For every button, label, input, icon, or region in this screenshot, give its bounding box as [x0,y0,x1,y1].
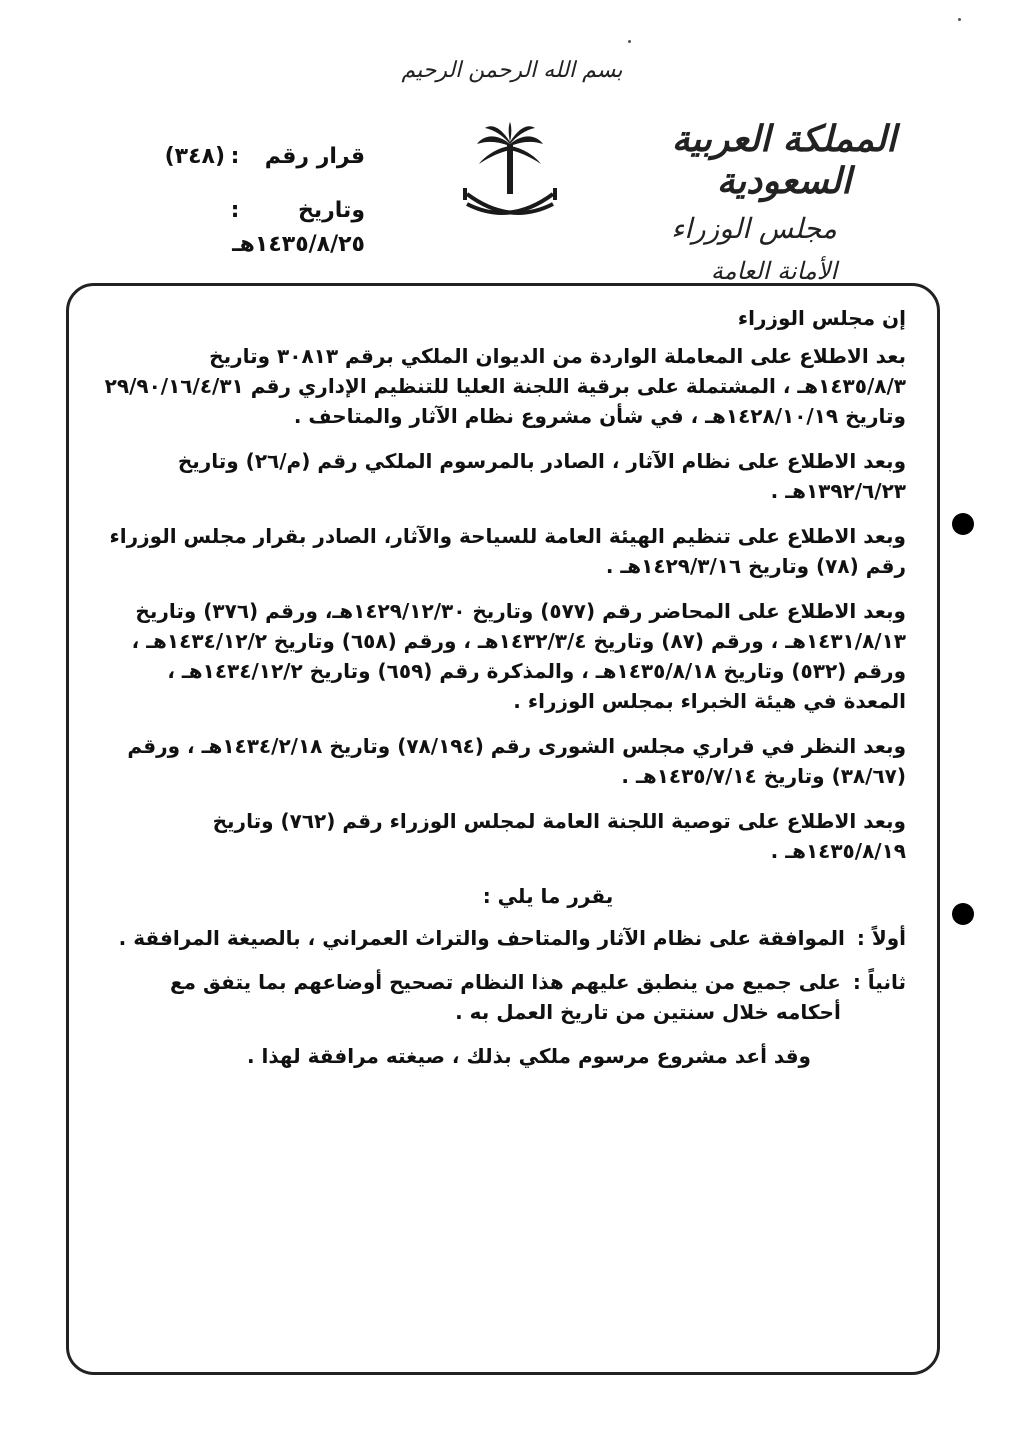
decision-number-separator: : [230,144,240,169]
decision-date: ١٤٣٥/٨/٢٥هـ [232,232,365,257]
preamble-paragraph: وبعد النظر في قراري مجلس الشورى رقم (٧٨/١٩٤) وتاريخ ١٤٣٤/٢/١٨هـ ، ورقم (٣٨/٦٧) وتاريخ ١٤٣٥/٧/١٤هـ . [127,734,906,788]
punch-hole-icon [952,513,974,535]
preamble-paragraph: وبعد الاطلاع على توصية اللجنة العامة لمجلس الوزراء رقم (٧٦٢) وتاريخ ١٤٣٥/٨/١٩هـ . [212,809,906,863]
item-text: على جميع من ينطبق عليهم هذا النظام تصحيح أوضاعهم بما يتفق مع أحكامه خلال سنتين من تاريخ العمل به . [170,970,841,1024]
decision-item-first [100,923,906,953]
item-number: ثانياً : [852,970,906,994]
preamble-paragraph: وبعد الاطلاع على نظام الآثار ، الصادر بالمرسوم الملكي رقم (م/٢٦) وتاريخ ١٣٩٢/٦/٢٣هـ . [177,449,906,503]
decision-item-second [100,967,906,1027]
punch-hole-icon [952,903,974,925]
preamble-paragraph: بعد الاطلاع على المعاملة الواردة من الديوان الملكي برقم ٣٠٨١٣ وتاريخ ١٤٣٥/٨/٣هـ ، المشتملة على برقية اللجنة العليا للتنظيم الإداري رقم ٢٩/٩٠/١٦/٤/٣١ وتاريخ ١٤٢٨/١٠/١٩هـ ، في شأن مشروع نظام الآثار والمتاحف . [104,344,906,428]
decision-info [100,140,365,257]
secretariat-name: الأمانة العامة [710,257,838,285]
basmala: بسم الله الرحمن الرحيم [401,58,623,83]
palm-swords-emblem-icon [455,122,565,232]
decision-date-separator: : [230,198,240,223]
letterhead [634,118,934,285]
scan-speck [958,18,961,21]
opening-line: إن مجلس الوزراء [737,306,906,330]
decides-heading: يقرر ما يلي : [482,884,614,908]
decision-number-label: قرار رقم [264,144,365,169]
preamble-paragraph: وبعد الاطلاع على تنظيم الهيئة العامة للسياحة والآثار، الصادر بقرار مجلس الوزراء رقم (٧٨) وتاريخ ١٤٢٩/٣/١٦هـ . [109,524,906,578]
decision-number-row [100,140,365,174]
closing-line: وقد أعد مشروع مرسوم ملكي بذلك ، صيغته مرافقة لهذا . [246,1044,811,1068]
decision-date-row [100,194,365,257]
decision-body [100,303,906,1086]
council-name: مجلس الوزراء [671,212,837,245]
preamble-paragraph: وبعد الاطلاع على المحاضر رقم (٥٧٧) وتاريخ ١٤٢٩/١٢/٣٠هـ، ورقم (٣٧٦) وتاريخ ١٤٣١/٨/١٣هـ ، ورقم (٨٧) وتاريخ ١٤٣٢/٣/٤هـ ، ورقم (٦٥٨) وتاريخ ١٤٣٤/١٢/٢هـ ، ورقم (٥٣٢) وتاريخ ١٤٣٥/٨/١٨هـ ، والمذكرة رقم (٦٥٩) وتاريخ ١٤٣٤/١٢/٢هـ ، المعدة في هيئة الخبراء بمجلس الوزراء . [131,599,906,713]
kingdom-name: المملكة العربية السعودية [671,118,897,202]
decision-number: (٣٤٨) [164,144,225,169]
item-text: الموافقة على نظام الآثار والمتاحف والتراث العمراني ، بالصيغة المرافقة . [118,926,845,950]
scan-speck [628,40,631,43]
decision-date-label: وتاريخ [298,198,365,223]
item-number: أولاً : [856,926,906,950]
